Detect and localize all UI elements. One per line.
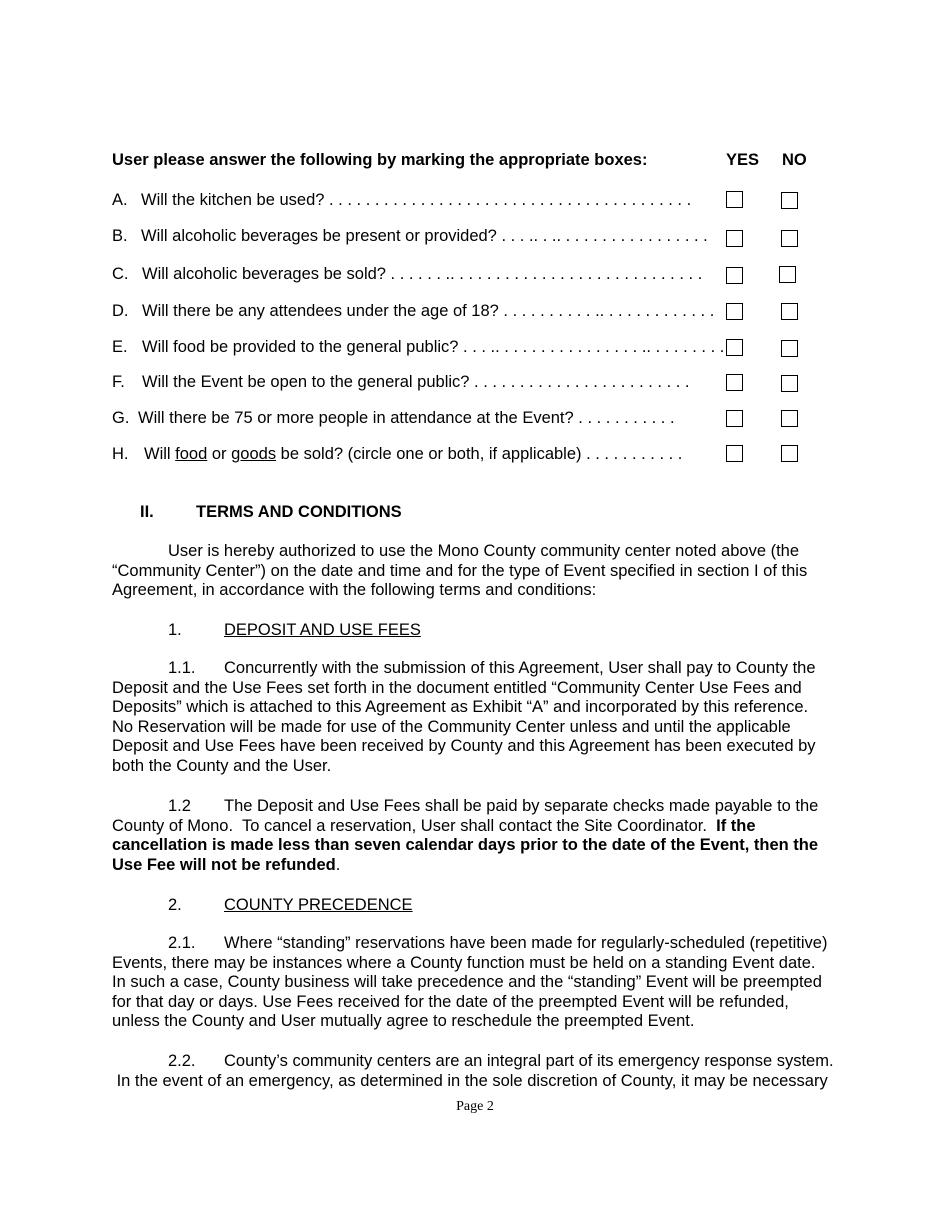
paragraph-number: 1.2 bbox=[168, 797, 191, 815]
checkbox-d-no[interactable] bbox=[781, 303, 798, 320]
paragraph-line: No Reservation will be made for use of the Community Center unless and until the applicable bbox=[112, 717, 791, 736]
question-text: Will there be any attendees under the age of 18? . . . . . . . . . . .. . . . . . . . . . . . . bbox=[142, 302, 715, 320]
paragraph-line bbox=[112, 856, 842, 876]
no-column-header: NO bbox=[782, 151, 807, 169]
paragraph-line bbox=[112, 542, 842, 562]
bold-text: Use Fee will not be refunded bbox=[112, 855, 336, 874]
line-text: User is hereby authorized to use the Mono County community center noted above (the bbox=[168, 542, 800, 560]
paragraph-number: 2.1. bbox=[168, 934, 196, 952]
goods-option: goods bbox=[231, 445, 277, 463]
question-text: Will food be provided to the general public? . . . .. . . . . . . . . . . . . . . . .. . . . . . . . . bbox=[142, 338, 725, 356]
question-h bbox=[112, 445, 682, 464]
question-text-part: be sold? (circle one or both, if applicable) . . . . . . . . . . . bbox=[276, 445, 683, 463]
questions-header: User please answer the following by marking the appropriate boxes: bbox=[112, 151, 648, 169]
question-c bbox=[112, 265, 702, 284]
paragraph-line bbox=[112, 797, 842, 817]
paragraph-line: Deposits” which is attached to this Agreement as Exhibit “A” and incorporated by this reference. bbox=[112, 698, 809, 717]
paragraph-line: In such a case, County business will take precedence and the “standing” Event will be preempted bbox=[112, 973, 822, 992]
checkbox-e-yes[interactable] bbox=[726, 339, 743, 356]
food-option: food bbox=[175, 445, 208, 463]
subsection-number: 2. bbox=[168, 896, 182, 914]
question-text: Will the kitchen be used? . . . . . . . . . . . . . . . . . . . . . . . . . . . . . . . . . . . . . . . . bbox=[141, 191, 692, 209]
line-text: County of Mono. To cancel a reservation, User shall contact the Site Coordinator. bbox=[112, 816, 717, 835]
paragraph-line: both the County and the User. bbox=[112, 756, 332, 775]
paragraph-line: Events, there may be instances where a County function must be held on a standing Event date. bbox=[112, 953, 816, 972]
question-text-part: Will bbox=[144, 445, 176, 463]
question-a bbox=[112, 191, 691, 210]
checkbox-d-yes[interactable] bbox=[726, 303, 743, 320]
question-text: Will the Event be open to the general public? . . . . . . . . . . . . . . . . . . . . . . . . bbox=[142, 373, 690, 391]
subsection-number: 1. bbox=[168, 621, 182, 639]
paragraph-line bbox=[112, 934, 842, 954]
paragraph-1-2 bbox=[112, 797, 842, 875]
checkbox-f-yes[interactable] bbox=[726, 374, 743, 391]
paragraph-line bbox=[112, 836, 842, 856]
paragraph-line bbox=[112, 659, 842, 679]
checkbox-c-yes[interactable] bbox=[726, 267, 743, 284]
checkbox-b-yes[interactable] bbox=[726, 230, 743, 247]
subsection-title: COUNTY PRECEDENCE bbox=[224, 896, 413, 914]
checkbox-c-no[interactable] bbox=[779, 266, 796, 283]
question-b bbox=[112, 227, 708, 246]
checkbox-h-no[interactable] bbox=[781, 445, 798, 462]
intro-paragraph bbox=[112, 542, 842, 601]
question-d bbox=[112, 302, 714, 321]
subsection-1-heading bbox=[168, 621, 421, 640]
paragraph-line: Deposit and Use Fees have been received by County and this Agreement has been executed by bbox=[112, 737, 816, 756]
question-text: Will there be 75 or more people in attendance at the Event? . . . . . . . . . . . bbox=[138, 409, 675, 427]
question-letter: H. bbox=[112, 445, 129, 463]
section-number: II. bbox=[140, 503, 154, 521]
checkbox-a-no[interactable] bbox=[781, 192, 798, 209]
paragraph-line: for that day or days. Use Fees received for the date of the preempted Event will be refunded, bbox=[112, 992, 789, 1011]
question-text-part: or bbox=[207, 445, 232, 463]
checkbox-e-no[interactable] bbox=[781, 340, 798, 357]
subsection-2-heading bbox=[168, 896, 413, 915]
question-letter: F. bbox=[112, 373, 125, 391]
line-text: Concurrently with the submission of this Agreement, User shall pay to County the bbox=[224, 659, 816, 677]
checkbox-f-no[interactable] bbox=[781, 375, 798, 392]
bold-text: cancellation is made less than seven calendar days prior to the date of the Event, then the bbox=[112, 836, 819, 855]
section-heading bbox=[140, 503, 402, 522]
paragraph-line bbox=[112, 1052, 842, 1072]
page-number: Page 2 bbox=[456, 1099, 494, 1114]
question-letter: G. bbox=[112, 409, 130, 427]
paragraph-line: Deposit and the Use Fees set forth in the document entitled “Community Center Use Fees and bbox=[112, 678, 802, 697]
question-letter: A. bbox=[112, 191, 128, 209]
question-letter: D. bbox=[112, 302, 129, 320]
question-e bbox=[112, 338, 724, 357]
question-text: Will alcoholic beverages be present or provided? . . . .. . .. . . . . . . . . . . . . . . . . bbox=[141, 227, 708, 245]
paragraph-number: 2.2. bbox=[168, 1052, 196, 1070]
paragraph-1-1 bbox=[112, 659, 842, 777]
line-text: Where “standing” reservations have been made for regularly-scheduled (repetitive) bbox=[224, 934, 828, 952]
checkbox-g-yes[interactable] bbox=[726, 410, 743, 427]
bold-text: If the bbox=[716, 816, 756, 835]
paragraph-line: Agreement, in accordance with the following terms and conditions: bbox=[112, 581, 597, 600]
line-text: The Deposit and Use Fees shall be paid by separate checks made payable to the bbox=[224, 797, 819, 815]
checkbox-h-yes[interactable] bbox=[726, 445, 743, 462]
line-text: . bbox=[335, 855, 341, 874]
paragraph-2-1 bbox=[112, 934, 842, 1032]
paragraph-line bbox=[112, 817, 842, 837]
paragraph-line: In the event of an emergency, as determined in the sole discretion of County, it may be necessary bbox=[112, 1071, 828, 1090]
checkbox-b-no[interactable] bbox=[781, 230, 798, 247]
paragraph-number: 1.1. bbox=[168, 659, 196, 677]
paragraph-line: “Community Center”) on the date and time and for the type of Event specified in section I of this bbox=[112, 561, 808, 580]
question-text: Will alcoholic beverages be sold? . . . . . . .. . . . . . . . . . . . . . . . . . . . . . . . . . . . bbox=[142, 265, 703, 283]
question-letter: E. bbox=[112, 338, 128, 356]
question-letter: B. bbox=[112, 227, 128, 245]
paragraph-2-2 bbox=[112, 1052, 842, 1091]
paragraph-line: unless the County and User mutually agree to reschedule the preempted Event. bbox=[112, 1012, 695, 1031]
section-title: TERMS AND CONDITIONS bbox=[196, 503, 402, 521]
checkbox-g-no[interactable] bbox=[781, 410, 798, 427]
subsection-title: DEPOSIT AND USE FEES bbox=[224, 621, 421, 639]
question-g bbox=[112, 409, 675, 428]
line-text: County’s community centers are an integral part of its emergency response system. bbox=[224, 1052, 834, 1070]
question-letter: C. bbox=[112, 265, 129, 283]
question-text bbox=[144, 445, 682, 463]
checkbox-a-yes[interactable] bbox=[726, 191, 743, 208]
question-f bbox=[112, 373, 690, 392]
yes-column-header: YES bbox=[726, 151, 760, 169]
